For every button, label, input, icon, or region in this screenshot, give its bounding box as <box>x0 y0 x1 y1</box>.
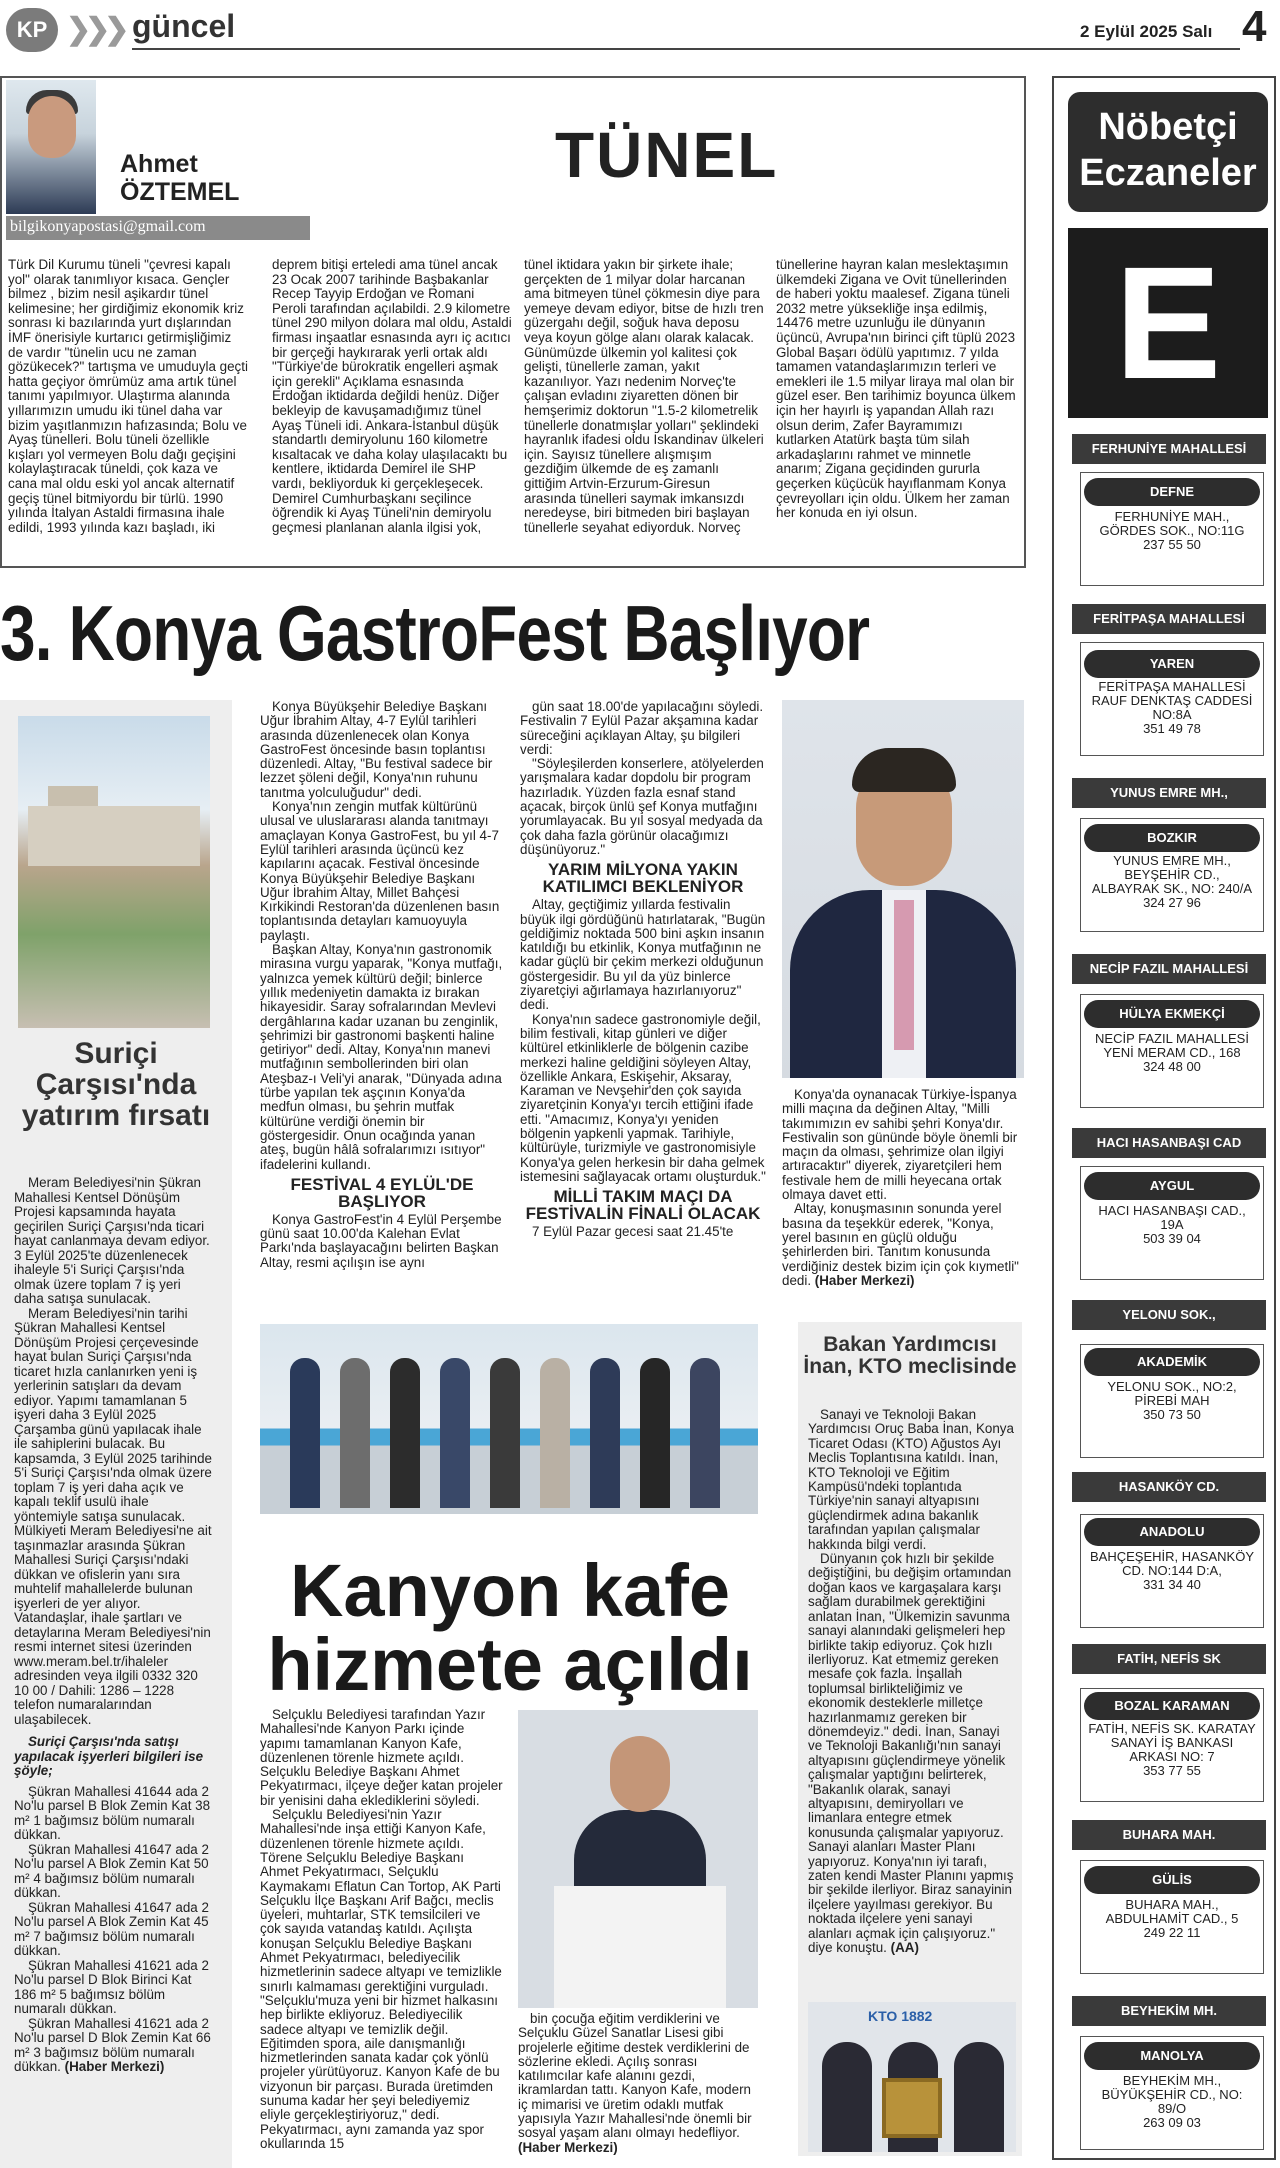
pharmacy-title-line-1: Nöbetçi <box>1098 106 1238 148</box>
gastro-column-3 <box>782 1088 1026 1288</box>
kanyon-paragraph: bin çocuğa eğitim verdiklerini ve Selçuklu Güzel Sanatlar Lisesi gibi projelerle eğitime destek verdiklerini de sözlerine ekledi. Açılış sonrası katılımcılar kafe alanını gezdi, ikramlardan tattı. Kanyon Kafe, modern iç mimarisi ve üretim odaklı mutfak yapısıyla Yazır Mahallesi'nde önemli bir sosyal yaşam alanı olmayı hedefliyor. <box>518 2011 752 2141</box>
gastro-credit: (Haber Merkezi) <box>814 1272 915 1288</box>
pharmacy-name: GÜLİS <box>1084 1866 1260 1894</box>
pharmacy-name: AYGUL <box>1084 1172 1260 1200</box>
author-last-name: ÖZTEMEL <box>120 178 240 206</box>
pharmacy-address: NECİP FAZIL MAHALLESİ YENİ MERAM CD., 168 324 48 00 <box>1095 1031 1249 1074</box>
pharmacy-name: BOZAL KARAMAN <box>1084 1692 1260 1720</box>
header-rule <box>132 48 1240 50</box>
pharmacy-name: DEFNE <box>1084 478 1260 506</box>
pharmacy-address: FERİTPAŞA MAHALLESİ RAUF DENKTAŞ CADDESİ NO:8A 351 49 78 <box>1091 679 1253 736</box>
gastro-subheading: FESTİVAL 4 EYLÜL'DE BAŞLIYOR <box>290 1174 474 1211</box>
gastro-column-1 <box>260 700 504 1270</box>
author-photo <box>6 80 96 214</box>
kto-photo-text: KTO 1882 <box>868 2008 933 2024</box>
page-header <box>0 0 1280 60</box>
section-title: güncel <box>132 8 236 44</box>
pharmacy-district: YELONU SOK., <box>1072 1300 1266 1330</box>
kto-credit: (AA) <box>890 1940 919 1956</box>
carsi-list-item: Şükran Mahallesi 41621 ada 2 No'lu parsel D Blok Birinci Kat 186 m² 5 bağımsız bölüm numaralı dükkan. <box>14 1957 209 2016</box>
gastro-paragraph: Altay, konuşmasının sonunda yerel basına da teşekkür ederek, "Konya, yerel basının en güçlü olduğu şehirlerden biri. Tanıtım konusunda verdiğiniz destek bizim için çok kıymetli" dedi. <box>782 1201 1019 1288</box>
gastro-paragraph: Konya GastroFest'in 4 Eylül Perşembe günü saat 10.00'da Kalehan Evlat Parkı'nda başlayacağını belirten Başkan Altay, resmi açılışın ise aynı <box>260 1211 502 1270</box>
carsi-headline: Suriçi Çarşısı'nda yatırım fırsatı <box>21 1037 211 1132</box>
mayor-portrait-photo <box>782 700 1024 1078</box>
column-text-1: Türk Dil Kurumu tüneli "çevresi kapalı yol" olarak tanımlıyor kısaca. Gençler bilmez , bizim nesil aşikardır tünel kelimesine; her girdiğimiz ekonomik kriz sonrası ki bazılarında yurt dışlarından İMF önerisiyle kurtarıcı getirmişliğimiz de vardır "tünelin ucu ne zaman gözükecek?" tartışma ve umuduyla geçti hatta geçiyor ömrümüz ama artık tünel tanımı yapılmıyor. Ulaştırma alanında yıllarımızın umudu iki tünel daha var bizim yaşıtlanmızın hafızasında; Bolu ve Ayaş tünelleri. Bolu tüneli özellikle kışları yol vermeyen Bolu dağı geçişini kolaylaştıracak tüneldi, çok kaza ve cana mal oldu eski yol ancak alternatif geçiş tünel bitmiyordu bir türlü. 1990 yılında İtalyan Astaldi firmasına ihale edildi, 1993 yılında kazı başladı, iki <box>8 258 248 535</box>
column-text-4: tünellerine hayran kalan meslektaşımın ülkemdeki Zigana ve Ovit tünellerinden de haberi yoktu maalesef. Zigana tüneli 2032 metre yüksekliğe inşa edilmiş, 14476 metre uzunluğu ile dünyanın üçüncü, Avrupa'nın birinci çift tüplü 2023 Global Başarı ödülü yapıtımız. 7 yılda tamamen vatandaşlarımızın terleri ve emekleri ile 1.5 milyar liraya mal olan bir güzel eser. Ben tarihimiz boyunca ülkem için her hayırlı iş yapandan Allah razı olsun derim, Zafer Bayramımızı kutlarken Atatürk başta tüm silah arkadaşlarını rahmet ve minnetle anarım; Zigana geçidinden gururla geçerken küçücük hayıflanmam Konya çevreyolları için oldu. Ülkem her zaman her konuda en iyi olsun. <box>776 258 1016 521</box>
carsi-credit: (Haber Merkezi) <box>64 2059 165 2074</box>
gastro-paragraph: Altay, geçtiğimiz yıllarda festivalin büyük ilgi gördüğünü hatırlatarak, "Bugün geldiğimiz noktada 500 bini aşkın insanın katıldığı bu etkinlik, Konya mutfağının ne kadar güçlü bir çekim merkezi olduğunun göstergesidir. Bu yıl da yüz binlerce ziyaretçiyi ağırlamaya hazırlanıyoruz" dedi. <box>520 897 766 1013</box>
carsi-paragraph: Meram Belediyesi'nin Şükran Mahallesi Kentsel Dönüşüm Projesi kapsamında hayata geçirilen Suriçi Çarşısı'nda ticari hayat canlanmaya devam ediyor. 3 Eylül 2025'te düzenlenecek ihaleyle 5'i Suriçi Çarşısı'nda olmak üzere toplam 7 iş yeri daha satışa sunulacak. <box>14 1175 210 1306</box>
newspaper-logo: KP <box>6 8 58 52</box>
pharmacy-name: YAREN <box>1084 650 1260 678</box>
pharmacy-district: YUNUS EMRE MH., <box>1072 778 1266 808</box>
kto-plaque-photo <box>808 2002 1016 2152</box>
gastro-column-2 <box>520 700 766 1240</box>
pharmacy-district: FERHUNİYE MAHALLESİ <box>1072 434 1266 464</box>
gastro-paragraph: gün saat 18.00'de yapılacağını söyledi. Festivalin 7 Eylül Pazar akşamına kadar süreceğini açıklayan Altay, şu bilgileri verdi: <box>520 699 764 757</box>
pharmacy-name: AKADEMİK <box>1084 1348 1260 1376</box>
carsi-paragraph: Meram Belediyesi'nin tarihi Şükran Mahallesi Kentsel Dönüşüm Projesi çerçevesinde hayat bulan Suriçi Çarşısı'nda ticaret hızla canlanırken yeni iş yerlerinin satışları da devam ediyor. Yapımı tamamlanan 5 işyeri daha 3 Eylül 2025 Çarşamba günü yapılacak ihale ile sahiplerini bulacak. Bu kapsamda, 3 Eylül 2025 tarihinde 5'i Suriçi Çarşısı'nda olmak üzere toplam 7 iş yeri daha açık ve kapalı teklif usulü ihale yöntemiyle satışa sunulacak. Mülkiyeti Meram Belediyesi'ne ait taşınmazlar arasında Şükran Mahallesi Suriçi Çarşısı'ndaki dükkan ve ofislerin yanı sıra muhtelif mahallelerde bulunan işyerleri de yer alıyor. Vatandaşlar, ihale şartları ve detaylarına Meram Belediyesi'nin resmi internet sitesi üzerinden www.meram.bel.tr/ihaleler adresinden veya ilgili 0332 320 10 00 / Dahili: 1286 – 1228 telefon numaralarından ulaşabilecek. <box>14 1305 213 1727</box>
kanyon-headline-line-1: Kanyon kafe <box>289 1549 731 1632</box>
author-email[interactable]: bilgikonyapostasi@gmail.com <box>6 216 310 240</box>
speaker-podium-photo <box>518 1710 758 2008</box>
main-headline: 3. Konya GastroFest Başlıyor <box>0 589 870 677</box>
pharmacy-address: BAHÇEŞEHİR, HASANKÖY CD. NO:144 D:A, 331 34 40 <box>1090 1549 1254 1592</box>
carsi-list-item: Şükran Mahallesi 41621 ada 2 No'lu parsel D Blok Zemin Kat 66 m² 3 bağımsız bölüm numaralı dükkan. <box>14 2015 211 2074</box>
kto-headline: Bakan Yardımcısı İnan, KTO meclisinde <box>803 1333 1017 1378</box>
carsi-list-item: Şükran Mahallesi 41647 ada 2 No'lu parsel A Blok Zemin Kat 45 m² 7 bağımsız bölüm numaralı dükkan. <box>14 1899 209 1958</box>
kanyon-paragraph: Selçuklu Belediyesi tarafından Yazır Mahallesi'nde Kanyon Parkı içinde yapımı tamamlanan Kanyon Kafe, düzenlenen törenle hizmete açıldı. Selçuklu Belediye Başkanı Ahmet Pekyatırmacı, ilçeye değer katan projeler bir yenisini daha eklediklerini söyledi. <box>260 1707 503 1808</box>
pharmacy-address: BUHARA MAH., ABDULHAMİT CAD., 5 249 22 11 <box>1105 1897 1239 1940</box>
kto-paragraph: Sanayi ve Teknoloji Bakan Yardımcısı Oruç Baba İnan, Konya Ticaret Odası (KTO) Ağustos Ayı Meclis Toplantısına katıldı. İnan, KTO Teknoloji ve Eğitim Kampüsü'ndeki toplantıda Türkiye'nin sanayi altyapısını güçlendirmek adına bakanlık tarafından yapılan çalışmalar hakkında bilgi verdi. <box>808 1407 1014 1552</box>
kanyon-headline-line-2: hizmete açıldı <box>267 1623 753 1706</box>
pharmacy-district: HACI HASANBAŞI CAD <box>1072 1128 1266 1158</box>
kanyon-column-2 <box>518 2012 762 2155</box>
carsi-body <box>14 1176 212 2075</box>
chevron-arrows-icon: ❯❯❯ <box>66 13 124 46</box>
kanyon-column-1 <box>260 1708 504 2151</box>
ribbon-cutting-photo <box>260 1324 758 1514</box>
pharmacy-address: YUNUS EMRE MH., BEYŞEHİR CD., ALBAYRAK SK., NO: 240/A 324 27 96 <box>1091 853 1253 910</box>
pharmacy-e-logo: E <box>1068 228 1268 418</box>
pharmacy-district: BEYHEKİM MH. <box>1072 1996 1266 2026</box>
kanyon-paragraph: Selçuklu Belediyesi'nin Yazır Mahallesi'nde inşa ettiği Kanyon Kafe, düzenlenen törenle hizmete açıldı. Törene Selçuklu Belediye Başkanı Ahmet Pekyatırmacı, Selçuklu Kaymakamı Eflatun Can Tortop, AK Parti Selçuklu İlçe Başkanı Arif Bağcı, meclis üyeleri, muhtarlar, STK temsilcileri ve çok sayıda vatandaş katıldı. Açılışta konuşan Selçuklu Belediye Başkanı Ahmet Pekyatırmacı, belediyecilik hizmetlerinin sadece altyapı ve temizlikle sınırlı kalmaması gerektiğini vurguladı. "Selçuklu'muza yeni bir hizmet halkasını hep birlikte ekliyoruz. Belediyecilik sadece altyapı ve temizlik değil. Eğitimden spora, aile danışmanlığı hizmetlerinden sanata kadar çok yönlü projeler yürütüyoruz. Kanyon Kafe de bu vizyonun bir parçası. Burada üretimden sunuma kadar her şeyi belediyemiz eliyle gerçekleştiriyoruz," dedi. Pekyatırmacı, aynı zamanda yaz spor okullarında 15 <box>260 1807 502 2151</box>
gastro-paragraph: Konya'da oynanacak Türkiye-İspanya milli maçına da değinen Altay, "Milli takımımızın ev sahibi şehri Konya'dır. Festivalin son gününde böyle önemli bir maçın da olması, şehrimize olan ilgiyi artıracaktır" diyerek, ziyaretçileri hem festivale hem de milli heyecana ortak olmaya davet etti. <box>782 1087 1018 1203</box>
carsi-photo <box>18 716 210 1028</box>
pharmacy-name: HÜLYA EKMEKÇİ <box>1084 1000 1260 1028</box>
gastro-subheading: MİLLİ TAKIM MAÇI DA FESTİVALİN FİNALİ OLACAK <box>525 1187 761 1224</box>
pharmacy-name: BOZKIR <box>1084 824 1260 852</box>
pharmacy-name: MANOLYA <box>1084 2042 1260 2070</box>
carsi-list-item: Şükran Mahallesi 41647 ada 2 No'lu parsel A Blok Zemin Kat 50 m² 4 bağımsız bölüm numaralı dükkan. <box>14 1841 209 1900</box>
issue-date: 2 Eylül 2025 Salı <box>1080 22 1213 41</box>
kanyon-credit: (Haber Merkezi) <box>518 2139 618 2155</box>
column-text-2: deprem bitişi erteledi ama tünel ancak 23 Ocak 2007 tarihinde Başbakanlar Recep Tayyip Erdoğan ve Romani Peroli tarafından açılabildi. 2.9 kilometre tünel 290 milyon dolara mal oldu, Astaldi firması inşaatlar esnasında ayrı iç acıtıcı bir gerçeği haykırarak yerli ortak aldı "Türkiye'de bürokratik engelleri aşmak için gerekli" Açıklama esnasında Erdoğan iktidarda değildi henüz. Diğer bekleyip de kavuşamadığımız tünel Ayaş Tüneli idi. Ankara-İstanbul düşük standartlı demiryolunu 160 kilometre kısaltacak ve daha kolay ulaşılacaktı bu kentlere, iktidarda Demirel ile SHP vardı, bekliyorduk ki gerçekleşecek. Demirel Cumhurbaşkanı seçilince öğrendik ki Ayaş Tüneli'nin demiryolu geçmesi planlanan alanla ilgisi yok, <box>272 258 512 535</box>
carsi-list-title: Suriçi Çarşısı'nda satışı yapılacak işyerleri bilgileri ise şöyle; <box>14 1734 204 1778</box>
pharmacy-district: FERİTPAŞA MAHALLESİ <box>1072 604 1266 634</box>
kto-body <box>808 1408 1016 1955</box>
kto-paragraph: Dünyanın çok hızlı bir şekilde değiştiğini, bu değişim ortamından doğan kaos ve kargaşalara karşı sağlam durabilmek gerektiğini anlatan İnan, "Ülkemizin savunma sanayi alanındaki gelişmeleri hep birlikte takip ediyoruz. Çok hızlı ilerliyoruz. Kat etmemiz gereken mesafe çok fazla. İnşallah toplumsal birlikteliğimiz ve ekonomik desteklerle milletçe hazırlanmamız gereken bir dönemdeyiz." dedi. İnan, Sanayi ve Teknoloji Bakanlığı'nın sanayi altyapısını güçlendirmeye yönelik çalışmalar yaptığını belirterek, "Bakanlık olarak, sanayi altyapısını, demiryolları ve limanlara entegre etmek konusunda çalışmalar yapıyoruz. Sanayi alanları Master Planı yapıyoruz. Konya'nın iyi tarafı, zaten kendi Master Planını yapmış bir şekilde ilerliyor. Biraz sanayinin ilçelere yayılması gerekiyor. Bu noktada ilçelere yeni sanayi alanları açmak için çalışıyoruz." diye konuştu. <box>808 1551 1014 1956</box>
carsi-list-item: Şükran Mahallesi 41644 ada 2 No'lu parsel B Blok Zemin Kat 38 m² 1 bağımsız bölüm numaralı dükkan. <box>14 1783 211 1842</box>
pharmacy-name: ANADOLU <box>1084 1518 1260 1546</box>
pharmacy-address: FATİH, NEFİS SK. KARATAY SANAYİ İŞ BANKASI ARKASI NO: 7 353 77 55 <box>1088 1721 1256 1778</box>
gastro-paragraph: Başkan Altay, Konya'nın gastronomik mirasına vurgu yaparak, "Konya mutfağı, yalnızca yemek kültürü değil; binlerce yıllık medeniyetin damakta iz bırakan hikayesidir. Saray sofralarından Mevlevi dergâhlarına kadar uzanan bu zenginlik, şehrimizi bir gastronomi başkenti haline getiriyor" dedi. Altay, Konya'nın manevi mutfağının sembollerinden biri olan Ateşbaz-ı Veli'yi anarak, "Dünyada adına türbe yapılan tek aşçının Konya'da medfun olması, bu şehrin mutfak kültürüne verdiği önemin bir göstergesidir. Onun ocağında yanan ateş, bugün hâlâ sofralarımızı ısıtıyor" ifadelerini kullandı. <box>260 942 503 1172</box>
pharmacy-address: FERHUNİYE MAH., GÖRDES SOK., NO:11G 237 55 50 <box>1099 509 1245 552</box>
pharmacy-district: FATİH, NEFİS SK <box>1072 1644 1266 1674</box>
author-first-name: Ahmet <box>120 150 198 178</box>
column-text-3: tünel iktidara yakın bir şirkete ihale; gerçekten de 1 milyar dolar harcanan ama bitmeyen tünel çökmesin diye para yemeye devam ediyor, bitse de hızlı tren güzergahı değil, soğuk hava deposu veya koyun gölge alanı olarak kalacak. Günümüzde ülkemin yol kalitesi çok gelişti, tünellerle zaman, yakıt kazanılıyor. Yazı nedenim Norveç'te çalışan evladını ziyaretten dönen bir hemşerimiz doktorun "1.5-2 kilometrelik tünellerle donatmışlar yolları" şeklindeki hayranlık ifadesi oldu İskandinav ülkeleri için. Sayısız tünellere alışmışım gezdiğim ülkemde de eş zamanlı gittiğim Artvin-Erzurum-Giresun arasında tünelleri saymak imkansızdı neredeyse, biri bitmeden biri başlayan tünellerle seyahat ediyorduk. Norveç <box>524 258 764 535</box>
gastro-paragraph: Konya'nın sadece gastronomiyle değil, bilim festivali, kitap günleri ve diğer kültürel etkinliklerle de bölgenin cazibe merkezi haline geldiğini söyleyen Altay, özellikle Ankara, Eskişehir, Aksaray, Karaman ve Nevşehir'den çok sayıda ziyaretçinin Konya'yı tercih ettiğini ifade etti. "Amacımız, Konya'yı yeniden bölgenin yapkenli yapmak. Tarihiyle, kültürüyle, turizmiyle ve gastronomisiyle Konya'ya gelen herkesin bir daha gelmek istemesini sağlayacak ortamı oluşturduk." <box>520 1011 766 1184</box>
gastro-subheading: YARIM MİLYONA YAKIN KATILIMCI BEKLENİYOR <box>542 860 744 897</box>
gastro-paragraph: 7 Eylül Pazar gecesi saat 21.45'te <box>532 1224 734 1240</box>
gastro-paragraph: Konya Büyükşehir Belediye Başkanı Uğur İbrahim Altay, 4-7 Eylül tarihleri arasında düzenlenecek olan Konya GastroFest öncesinde basın toplantısı düzenledi. Altay, "Bu festival sadece bir lezzet şöleni değil, Konya'nın ruhunu tanıtma yolculuğudur" dedi. <box>260 699 493 800</box>
pharmacy-address: HACI HASANBAŞI CAD., 19A 503 39 04 <box>1098 1203 1246 1246</box>
pharmacy-district: BUHARA MAH. <box>1072 1820 1266 1850</box>
pharmacy-address: YELONU SOK., NO:2, PİREBİ MAH 350 73 50 <box>1107 1379 1237 1422</box>
pharmacy-district: HASANKÖY CD. <box>1072 1472 1266 1502</box>
author-name <box>120 150 239 206</box>
pharmacy-title-line-2: Eczaneler <box>1079 152 1257 194</box>
page-number: 4 <box>1242 2 1267 51</box>
pharmacy-title <box>1068 92 1268 212</box>
gastro-paragraph: Konya'nın zengin mutfak kültürünü ulusal ve uluslararası alanda tanıtmayı amaçlayan Konya GastroFest, bu yıl 4-7 Eylül tarihleri arasında üçüncü kez kapılarını açacak. Festival öncesinde Konya Büyükşehir Belediye Başkanı Uğur İbrahim Altay, Millet Bahçesi Kırkikindi Restoran'da düzenlenen basın toplantısında detayları kamuoyuyla paylaştı. <box>260 799 500 943</box>
pharmacy-district: NECİP FAZIL MAHALLESİ <box>1072 954 1266 984</box>
kanyon-headline <box>260 1549 760 1706</box>
pharmacy-address: BEYHEKİM MH., BÜYÜKŞEHİR CD., NO: 89/O 263 09 03 <box>1101 2073 1243 2130</box>
column-title: TÜNEL <box>555 119 779 191</box>
gastro-paragraph: "Söyleşilerden konserlere, atölyelerden yarışmalara kadar dopdolu bir program hazırladık. Yüzden fazla esnaf stand açacak, birçok ünlü şef Konya mutfağını yorumlayacak. Bu yıl sosyal medyada da çok daha fazla görünür olacağımızı düşünüyoruz." <box>520 756 764 857</box>
